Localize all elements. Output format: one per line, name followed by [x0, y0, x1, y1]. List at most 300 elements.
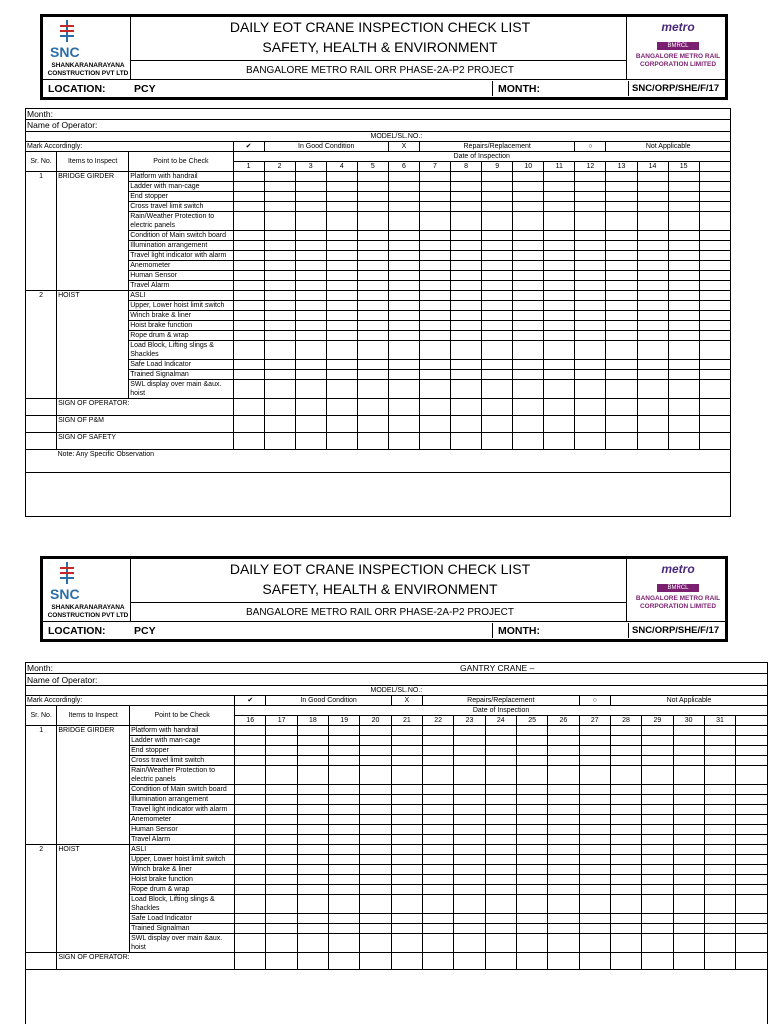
check-cell[interactable]: [295, 311, 326, 321]
sign-cell[interactable]: [513, 433, 544, 450]
check-cell[interactable]: [699, 241, 730, 251]
check-cell[interactable]: [235, 766, 266, 785]
sign-cell[interactable]: [451, 433, 482, 450]
check-cell[interactable]: [423, 766, 454, 785]
check-cell[interactable]: [357, 192, 388, 202]
check-cell[interactable]: [357, 271, 388, 281]
check-cell[interactable]: [360, 865, 391, 875]
check-cell[interactable]: [357, 341, 388, 360]
sign-cell[interactable]: [606, 416, 637, 433]
check-cell[interactable]: [419, 271, 450, 281]
check-cell[interactable]: [297, 805, 328, 815]
check-cell[interactable]: [637, 212, 668, 231]
check-cell[interactable]: [699, 231, 730, 241]
check-cell[interactable]: [423, 726, 454, 736]
check-cell[interactable]: [423, 845, 454, 855]
check-cell[interactable]: [637, 271, 668, 281]
check-cell[interactable]: [513, 341, 544, 360]
check-cell[interactable]: [329, 766, 360, 785]
check-cell[interactable]: [668, 331, 699, 341]
check-cell[interactable]: [704, 785, 735, 795]
check-cell[interactable]: [606, 271, 637, 281]
check-cell[interactable]: [451, 291, 482, 301]
check-cell[interactable]: [513, 311, 544, 321]
check-cell[interactable]: [516, 805, 547, 815]
check-cell[interactable]: [516, 825, 547, 835]
sign-cell[interactable]: [516, 953, 547, 970]
sign-cell[interactable]: [326, 416, 357, 433]
check-cell[interactable]: [454, 766, 485, 785]
check-cell[interactable]: [513, 321, 544, 331]
check-cell[interactable]: [642, 766, 673, 785]
check-cell[interactable]: [513, 251, 544, 261]
check-cell[interactable]: [516, 746, 547, 756]
sign-cell[interactable]: [575, 399, 606, 416]
sign-cell[interactable]: [668, 399, 699, 416]
check-cell[interactable]: [264, 212, 295, 231]
check-cell[interactable]: [699, 212, 730, 231]
check-cell[interactable]: [451, 311, 482, 321]
check-cell[interactable]: [297, 815, 328, 825]
check-cell[interactable]: [642, 795, 673, 805]
check-cell[interactable]: [513, 271, 544, 281]
check-cell[interactable]: [451, 271, 482, 281]
check-cell[interactable]: [482, 271, 513, 281]
check-cell[interactable]: [704, 726, 735, 736]
check-cell[interactable]: [391, 795, 422, 805]
sign-cell[interactable]: [575, 416, 606, 433]
check-cell[interactable]: [266, 875, 297, 885]
check-cell[interactable]: [451, 380, 482, 399]
check-cell[interactable]: [235, 934, 266, 953]
check-cell[interactable]: [391, 885, 422, 895]
check-cell[interactable]: [736, 934, 768, 953]
check-cell[interactable]: [235, 895, 266, 914]
check-cell[interactable]: [419, 231, 450, 241]
check-cell[interactable]: [704, 736, 735, 746]
check-cell[interactable]: [482, 251, 513, 261]
check-cell[interactable]: [391, 914, 422, 924]
check-cell[interactable]: [579, 855, 610, 865]
check-cell[interactable]: [610, 885, 641, 895]
sign-cell[interactable]: [544, 433, 575, 450]
check-cell[interactable]: [388, 251, 419, 261]
check-cell[interactable]: [606, 281, 637, 291]
check-cell[interactable]: [579, 914, 610, 924]
check-cell[interactable]: [454, 815, 485, 825]
check-cell[interactable]: [544, 301, 575, 311]
check-cell[interactable]: [329, 875, 360, 885]
check-cell[interactable]: [391, 865, 422, 875]
check-cell[interactable]: [579, 736, 610, 746]
check-cell[interactable]: [575, 321, 606, 331]
check-cell[interactable]: [391, 736, 422, 746]
check-cell[interactable]: [610, 865, 641, 875]
check-cell[interactable]: [579, 924, 610, 934]
sign-cell[interactable]: [266, 953, 297, 970]
check-cell[interactable]: [579, 756, 610, 766]
check-cell[interactable]: [513, 182, 544, 192]
check-cell[interactable]: [451, 341, 482, 360]
sign-cell[interactable]: [391, 953, 422, 970]
check-cell[interactable]: [668, 192, 699, 202]
check-cell[interactable]: [668, 172, 699, 182]
check-cell[interactable]: [704, 746, 735, 756]
check-cell[interactable]: [704, 825, 735, 835]
check-cell[interactable]: [579, 845, 610, 855]
check-cell[interactable]: [266, 785, 297, 795]
check-cell[interactable]: [668, 251, 699, 261]
check-cell[interactable]: [451, 231, 482, 241]
check-cell[interactable]: [575, 212, 606, 231]
check-cell[interactable]: [326, 311, 357, 321]
check-cell[interactable]: [235, 855, 266, 865]
check-cell[interactable]: [264, 331, 295, 341]
check-cell[interactable]: [235, 885, 266, 895]
sign-cell[interactable]: [233, 433, 264, 450]
sign-cell[interactable]: [606, 433, 637, 450]
check-cell[interactable]: [295, 192, 326, 202]
check-cell[interactable]: [668, 291, 699, 301]
check-cell[interactable]: [329, 895, 360, 914]
check-cell[interactable]: [360, 845, 391, 855]
check-cell[interactable]: [579, 815, 610, 825]
check-cell[interactable]: [610, 815, 641, 825]
check-cell[interactable]: [516, 835, 547, 845]
check-cell[interactable]: [326, 291, 357, 301]
check-cell[interactable]: [736, 895, 768, 914]
check-cell[interactable]: [736, 885, 768, 895]
check-cell[interactable]: [419, 281, 450, 291]
check-cell[interactable]: [637, 261, 668, 271]
check-cell[interactable]: [326, 380, 357, 399]
check-cell[interactable]: [610, 845, 641, 855]
check-cell[interactable]: [736, 835, 768, 845]
check-cell[interactable]: [606, 301, 637, 311]
check-cell[interactable]: [329, 825, 360, 835]
check-cell[interactable]: [235, 835, 266, 845]
check-cell[interactable]: [579, 895, 610, 914]
sign-cell[interactable]: [637, 433, 668, 450]
check-cell[interactable]: [485, 756, 516, 766]
check-cell[interactable]: [544, 370, 575, 380]
check-cell[interactable]: [264, 360, 295, 370]
check-cell[interactable]: [606, 192, 637, 202]
check-cell[interactable]: [419, 301, 450, 311]
check-cell[interactable]: [419, 380, 450, 399]
check-cell[interactable]: [699, 202, 730, 212]
check-cell[interactable]: [610, 914, 641, 924]
check-cell[interactable]: [704, 875, 735, 885]
check-cell[interactable]: [360, 924, 391, 934]
check-cell[interactable]: [388, 360, 419, 370]
check-cell[interactable]: [575, 370, 606, 380]
check-cell[interactable]: [264, 321, 295, 331]
check-cell[interactable]: [357, 182, 388, 192]
check-cell[interactable]: [516, 756, 547, 766]
check-cell[interactable]: [548, 815, 579, 825]
check-cell[interactable]: [454, 855, 485, 865]
check-cell[interactable]: [419, 331, 450, 341]
check-cell[interactable]: [642, 845, 673, 855]
sign-cell[interactable]: [668, 433, 699, 450]
check-cell[interactable]: [360, 825, 391, 835]
check-cell[interactable]: [295, 380, 326, 399]
sign-cell[interactable]: [673, 953, 704, 970]
check-cell[interactable]: [233, 192, 264, 202]
check-cell[interactable]: [637, 241, 668, 251]
check-cell[interactable]: [485, 736, 516, 746]
check-cell[interactable]: [642, 825, 673, 835]
check-cell[interactable]: [326, 241, 357, 251]
check-cell[interactable]: [423, 815, 454, 825]
check-cell[interactable]: [233, 202, 264, 212]
check-cell[interactable]: [329, 845, 360, 855]
check-cell[interactable]: [297, 746, 328, 756]
check-cell[interactable]: [606, 251, 637, 261]
check-cell[interactable]: [454, 934, 485, 953]
check-cell[interactable]: [673, 795, 704, 805]
check-cell[interactable]: [297, 845, 328, 855]
check-cell[interactable]: [673, 885, 704, 895]
check-cell[interactable]: [391, 835, 422, 845]
sign-cell[interactable]: [482, 416, 513, 433]
check-cell[interactable]: [606, 202, 637, 212]
check-cell[interactable]: [637, 380, 668, 399]
check-cell[interactable]: [699, 172, 730, 182]
check-cell[interactable]: [610, 736, 641, 746]
check-cell[interactable]: [419, 311, 450, 321]
check-cell[interactable]: [485, 924, 516, 934]
check-cell[interactable]: [266, 855, 297, 865]
check-cell[interactable]: [423, 924, 454, 934]
check-cell[interactable]: [699, 261, 730, 271]
check-cell[interactable]: [513, 291, 544, 301]
check-cell[interactable]: [233, 172, 264, 182]
check-cell[interactable]: [233, 360, 264, 370]
check-cell[interactable]: [610, 825, 641, 835]
check-cell[interactable]: [357, 331, 388, 341]
check-cell[interactable]: [360, 914, 391, 924]
check-cell[interactable]: [544, 321, 575, 331]
check-cell[interactable]: [637, 370, 668, 380]
check-cell[interactable]: [297, 835, 328, 845]
check-cell[interactable]: [233, 341, 264, 360]
check-cell[interactable]: [485, 795, 516, 805]
check-cell[interactable]: [668, 321, 699, 331]
check-cell[interactable]: [668, 360, 699, 370]
check-cell[interactable]: [482, 301, 513, 311]
check-cell[interactable]: [642, 914, 673, 924]
check-cell[interactable]: [235, 756, 266, 766]
check-cell[interactable]: [544, 182, 575, 192]
check-cell[interactable]: [235, 785, 266, 795]
check-cell[interactable]: [388, 341, 419, 360]
check-cell[interactable]: [699, 251, 730, 261]
check-cell[interactable]: [419, 291, 450, 301]
check-cell[interactable]: [575, 281, 606, 291]
check-cell[interactable]: [637, 231, 668, 241]
check-cell[interactable]: [482, 380, 513, 399]
check-cell[interactable]: [297, 795, 328, 805]
check-cell[interactable]: [668, 241, 699, 251]
check-cell[interactable]: [295, 281, 326, 291]
check-cell[interactable]: [388, 202, 419, 212]
check-cell[interactable]: [673, 875, 704, 885]
sign-cell[interactable]: [699, 399, 730, 416]
check-cell[interactable]: [423, 795, 454, 805]
check-cell[interactable]: [673, 845, 704, 855]
check-cell[interactable]: [668, 311, 699, 321]
check-cell[interactable]: [579, 885, 610, 895]
check-cell[interactable]: [264, 271, 295, 281]
check-cell[interactable]: [419, 172, 450, 182]
check-cell[interactable]: [513, 380, 544, 399]
check-cell[interactable]: [451, 202, 482, 212]
check-cell[interactable]: [544, 261, 575, 271]
check-cell[interactable]: [388, 241, 419, 251]
sign-cell[interactable]: [297, 953, 328, 970]
check-cell[interactable]: [357, 370, 388, 380]
check-cell[interactable]: [391, 756, 422, 766]
check-cell[interactable]: [485, 746, 516, 756]
check-cell[interactable]: [264, 251, 295, 261]
check-cell[interactable]: [388, 192, 419, 202]
check-cell[interactable]: [579, 934, 610, 953]
check-cell[interactable]: [329, 805, 360, 815]
check-cell[interactable]: [266, 885, 297, 895]
check-cell[interactable]: [642, 895, 673, 914]
check-cell[interactable]: [704, 795, 735, 805]
check-cell[interactable]: [295, 370, 326, 380]
check-cell[interactable]: [610, 726, 641, 736]
check-cell[interactable]: [326, 192, 357, 202]
check-cell[interactable]: [233, 331, 264, 341]
check-cell[interactable]: [637, 172, 668, 182]
check-cell[interactable]: [642, 835, 673, 845]
check-cell[interactable]: [360, 785, 391, 795]
check-cell[interactable]: [233, 380, 264, 399]
check-cell[interactable]: [610, 805, 641, 815]
check-cell[interactable]: [606, 331, 637, 341]
check-cell[interactable]: [642, 875, 673, 885]
check-cell[interactable]: [579, 785, 610, 795]
check-cell[interactable]: [548, 805, 579, 815]
check-cell[interactable]: [606, 172, 637, 182]
check-cell[interactable]: [360, 885, 391, 895]
check-cell[interactable]: [391, 875, 422, 885]
check-cell[interactable]: [548, 914, 579, 924]
check-cell[interactable]: [360, 934, 391, 953]
check-cell[interactable]: [548, 865, 579, 875]
check-cell[interactable]: [235, 924, 266, 934]
check-cell[interactable]: [423, 825, 454, 835]
check-cell[interactable]: [297, 895, 328, 914]
sign-cell[interactable]: [699, 433, 730, 450]
sign-cell[interactable]: [264, 399, 295, 416]
check-cell[interactable]: [668, 281, 699, 291]
check-cell[interactable]: [516, 885, 547, 895]
check-cell[interactable]: [548, 885, 579, 895]
check-cell[interactable]: [642, 934, 673, 953]
sign-cell[interactable]: [482, 433, 513, 450]
check-cell[interactable]: [513, 172, 544, 182]
check-cell[interactable]: [419, 241, 450, 251]
check-cell[interactable]: [357, 251, 388, 261]
check-cell[interactable]: [668, 380, 699, 399]
check-cell[interactable]: [388, 291, 419, 301]
check-cell[interactable]: [264, 192, 295, 202]
check-cell[interactable]: [513, 241, 544, 251]
check-cell[interactable]: [357, 241, 388, 251]
check-cell[interactable]: [451, 251, 482, 261]
check-cell[interactable]: [482, 331, 513, 341]
check-cell[interactable]: [264, 341, 295, 360]
check-cell[interactable]: [548, 736, 579, 746]
check-cell[interactable]: [326, 301, 357, 311]
check-cell[interactable]: [736, 766, 768, 785]
check-cell[interactable]: [610, 895, 641, 914]
check-cell[interactable]: [736, 805, 768, 815]
check-cell[interactable]: [451, 301, 482, 311]
check-cell[interactable]: [264, 261, 295, 271]
check-cell[interactable]: [454, 746, 485, 756]
check-cell[interactable]: [264, 202, 295, 212]
check-cell[interactable]: [264, 231, 295, 241]
check-cell[interactable]: [704, 835, 735, 845]
sign-cell[interactable]: [295, 416, 326, 433]
check-cell[interactable]: [451, 192, 482, 202]
sign-cell[interactable]: [388, 416, 419, 433]
check-cell[interactable]: [699, 192, 730, 202]
check-cell[interactable]: [699, 291, 730, 301]
check-cell[interactable]: [668, 231, 699, 241]
check-cell[interactable]: [419, 192, 450, 202]
check-cell[interactable]: [264, 311, 295, 321]
check-cell[interactable]: [423, 756, 454, 766]
check-cell[interactable]: [360, 855, 391, 865]
check-cell[interactable]: [513, 281, 544, 291]
check-cell[interactable]: [485, 815, 516, 825]
check-cell[interactable]: [233, 241, 264, 251]
check-cell[interactable]: [544, 331, 575, 341]
check-cell[interactable]: [482, 261, 513, 271]
check-cell[interactable]: [579, 875, 610, 885]
check-cell[interactable]: [388, 261, 419, 271]
check-cell[interactable]: [451, 281, 482, 291]
check-cell[interactable]: [388, 321, 419, 331]
check-cell[interactable]: [391, 785, 422, 795]
check-cell[interactable]: [704, 895, 735, 914]
check-cell[interactable]: [326, 281, 357, 291]
check-cell[interactable]: [329, 815, 360, 825]
check-cell[interactable]: [642, 885, 673, 895]
check-cell[interactable]: [673, 835, 704, 845]
sign-cell[interactable]: [235, 953, 266, 970]
check-cell[interactable]: [482, 212, 513, 231]
check-cell[interactable]: [451, 360, 482, 370]
check-cell[interactable]: [606, 360, 637, 370]
check-cell[interactable]: [704, 865, 735, 875]
check-cell[interactable]: [513, 301, 544, 311]
check-cell[interactable]: [454, 736, 485, 746]
check-cell[interactable]: [516, 934, 547, 953]
check-cell[interactable]: [295, 251, 326, 261]
check-cell[interactable]: [266, 865, 297, 875]
check-cell[interactable]: [575, 301, 606, 311]
check-cell[interactable]: [699, 370, 730, 380]
check-cell[interactable]: [673, 785, 704, 795]
